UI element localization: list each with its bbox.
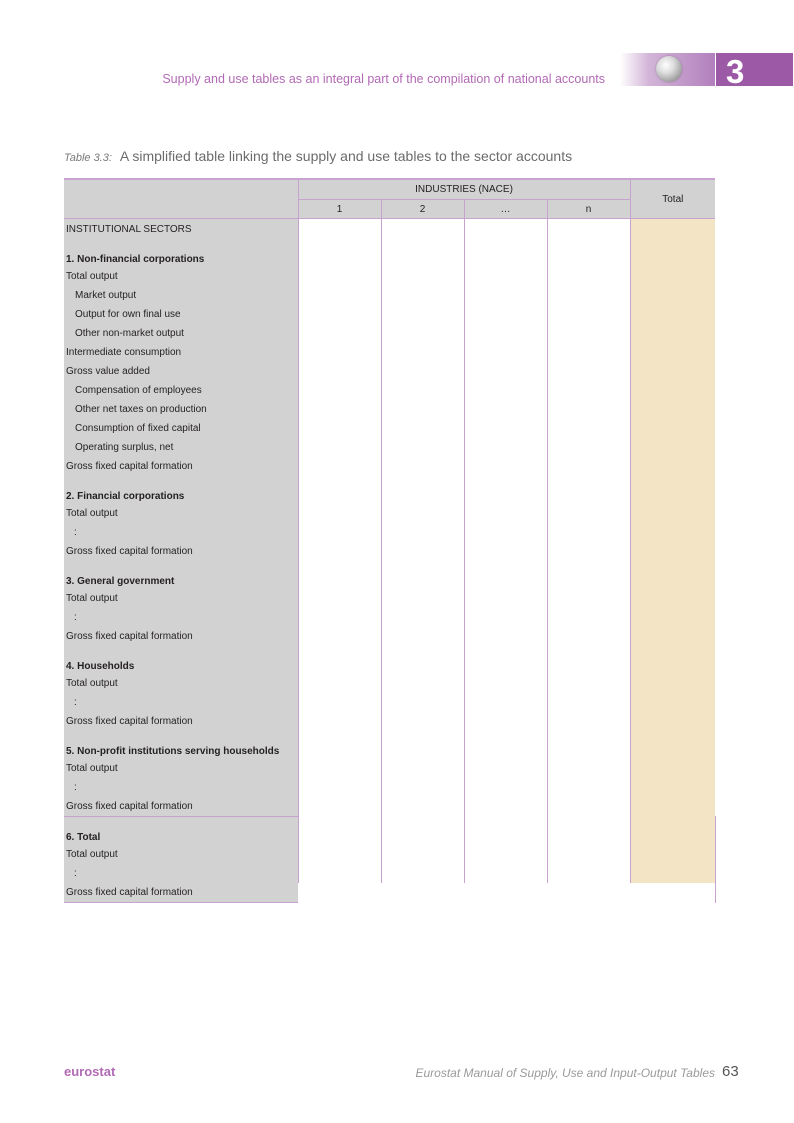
sector-title: 6. Total [64, 817, 298, 846]
page-number: 63 [722, 1063, 739, 1080]
industry-column-2 [381, 219, 464, 884]
row-label: Total output [64, 759, 298, 778]
table-row [64, 883, 715, 903]
column-header: 1 [298, 200, 381, 219]
sector-accounts-table [64, 178, 715, 903]
row-label: Gross fixed capital formation [64, 457, 298, 476]
table-caption-label: Table 3.3: [64, 152, 112, 164]
row-label: Operating surplus, net [64, 438, 298, 457]
institutional-sectors-label: INSTITUTIONAL SECTORS [64, 219, 298, 240]
row-label: Output for own final use [64, 305, 298, 324]
column-header: … [464, 200, 547, 219]
row-label: : [64, 608, 298, 627]
row-label: : [64, 864, 298, 883]
row-label: Gross fixed capital formation [64, 883, 298, 903]
footer-publication-title: Eurostat Manual of Supply, Use and Input-Output Tables [415, 1066, 715, 1080]
sector-title: 5. Non-profit institutions serving households [64, 731, 298, 759]
row-label: Gross fixed capital formation [64, 712, 298, 731]
running-title: Supply and use tables as an integral part of the compilation of national accounts [162, 72, 605, 86]
row-label: Total output [64, 589, 298, 608]
table-row [64, 219, 715, 240]
industry-column-ellipsis [464, 219, 547, 884]
row-label: : [64, 693, 298, 712]
sector-title: 3. General government [64, 561, 298, 589]
euro-coin-icon [656, 56, 682, 82]
row-label: Total output [64, 504, 298, 523]
table-caption-title: A simplified table linking the supply and use tables to the sector accounts [119, 148, 573, 164]
row-label: Other net taxes on production [64, 400, 298, 419]
column-header: 2 [381, 200, 464, 219]
row-label: Total output [64, 674, 298, 693]
sector-title: 4. Households [64, 646, 298, 674]
row-label: Gross value added [64, 362, 298, 381]
row-label: Consumption of fixed capital [64, 419, 298, 438]
row-label: Gross fixed capital formation [64, 542, 298, 561]
sector-title: 1. Non-financial corporations [64, 239, 298, 267]
row-label: Gross fixed capital formation [64, 627, 298, 646]
row-label: Total output [64, 845, 298, 864]
total-header: Total [630, 179, 715, 219]
header-corner [64, 179, 298, 219]
row-label: Total output [64, 267, 298, 286]
column-header: n [547, 200, 630, 219]
row-label: Intermediate consumption [64, 343, 298, 362]
row-label: Gross fixed capital formation [64, 797, 298, 817]
row-label: : [64, 778, 298, 797]
table-caption [64, 148, 572, 164]
eurostat-logo: eurostat [64, 1064, 116, 1079]
row-label: Market output [64, 286, 298, 305]
industry-column-n [547, 219, 630, 884]
industry-column-1 [298, 219, 381, 884]
row-label: Compensation of employees [64, 381, 298, 400]
row-label: Other non-market output [64, 324, 298, 343]
total-column [630, 219, 715, 884]
chapter-number: 3 [716, 53, 793, 86]
sector-title: 2. Financial corporations [64, 476, 298, 504]
industries-header: INDUSTRIES (NACE) [298, 179, 630, 200]
row-label: : [64, 523, 298, 542]
